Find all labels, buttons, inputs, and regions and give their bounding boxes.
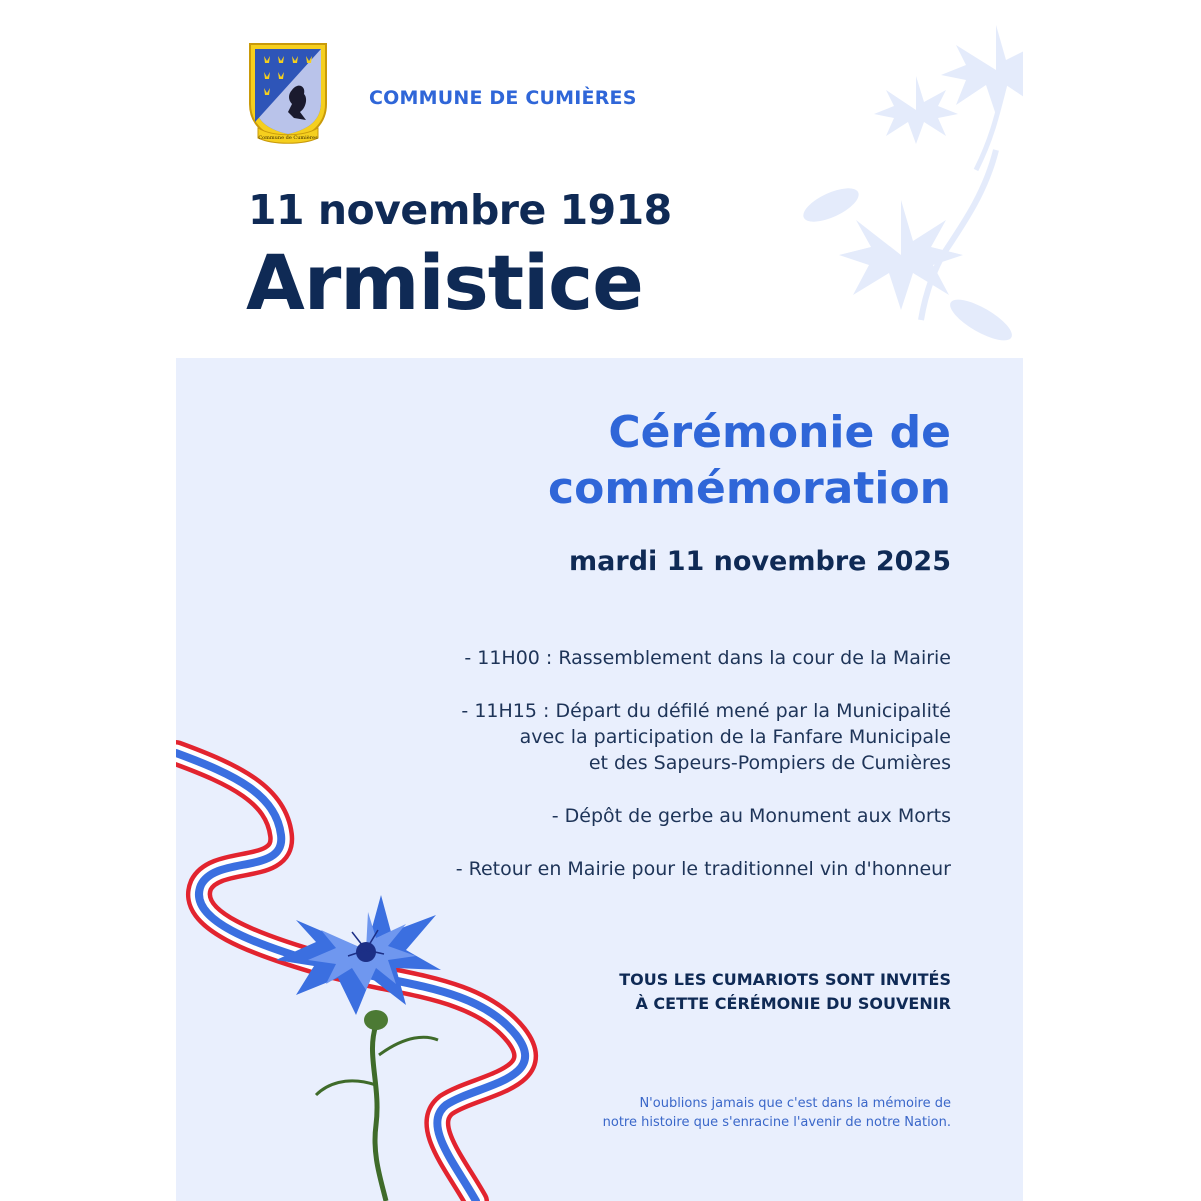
program-item (311, 645, 951, 671)
invitation-text (619, 968, 951, 1016)
tricolor-ribbon-icon (176, 735, 556, 1201)
invitation-line: À CETTE CÉRÉMONIE DU SOUVENIR (635, 994, 951, 1013)
quote-line: notre histoire que s'enracine l'avenir de notre Nation. (602, 1115, 951, 1130)
commune-name: COMMUNE DE CUMIÈRES (369, 87, 637, 109)
quote-line: N'oublions jamais que c'est dans la mémoire de (639, 1096, 951, 1111)
program-item-line: - 11H00 : Rassemblement dans la cour de la Mairie (464, 647, 951, 669)
program-item-line: - Retour en Mairie pour le traditionnel vin d'honneur (455, 858, 951, 880)
program-item-line: - Dépôt de gerbe au Monument aux Morts (551, 805, 951, 827)
program-item-line: et des Sapeurs-Pompiers de Cumières (588, 752, 951, 774)
ceremony-title: Cérémonie de commémoration (548, 407, 951, 514)
crest-motto: Commune de Cumières (258, 135, 318, 141)
headline-date: 11 novembre 1918 (248, 186, 672, 234)
program-item-line: avec la participation de la Fanfare Municipale (519, 726, 951, 748)
invitation-line: TOUS LES CUMARIOTS SONT INVITÉS (619, 970, 951, 989)
closing-quote (603, 1094, 951, 1132)
ceremony-date: mardi 11 novembre 2025 (569, 546, 951, 577)
cornflower-watermark-icon (796, 0, 1023, 358)
poster (176, 0, 1023, 1201)
headline-title: Armistice (246, 238, 643, 327)
coat-of-arms-icon (248, 42, 328, 146)
program-item-line: - 11H15 : Départ du défilé mené par la Municipalité (461, 700, 951, 722)
